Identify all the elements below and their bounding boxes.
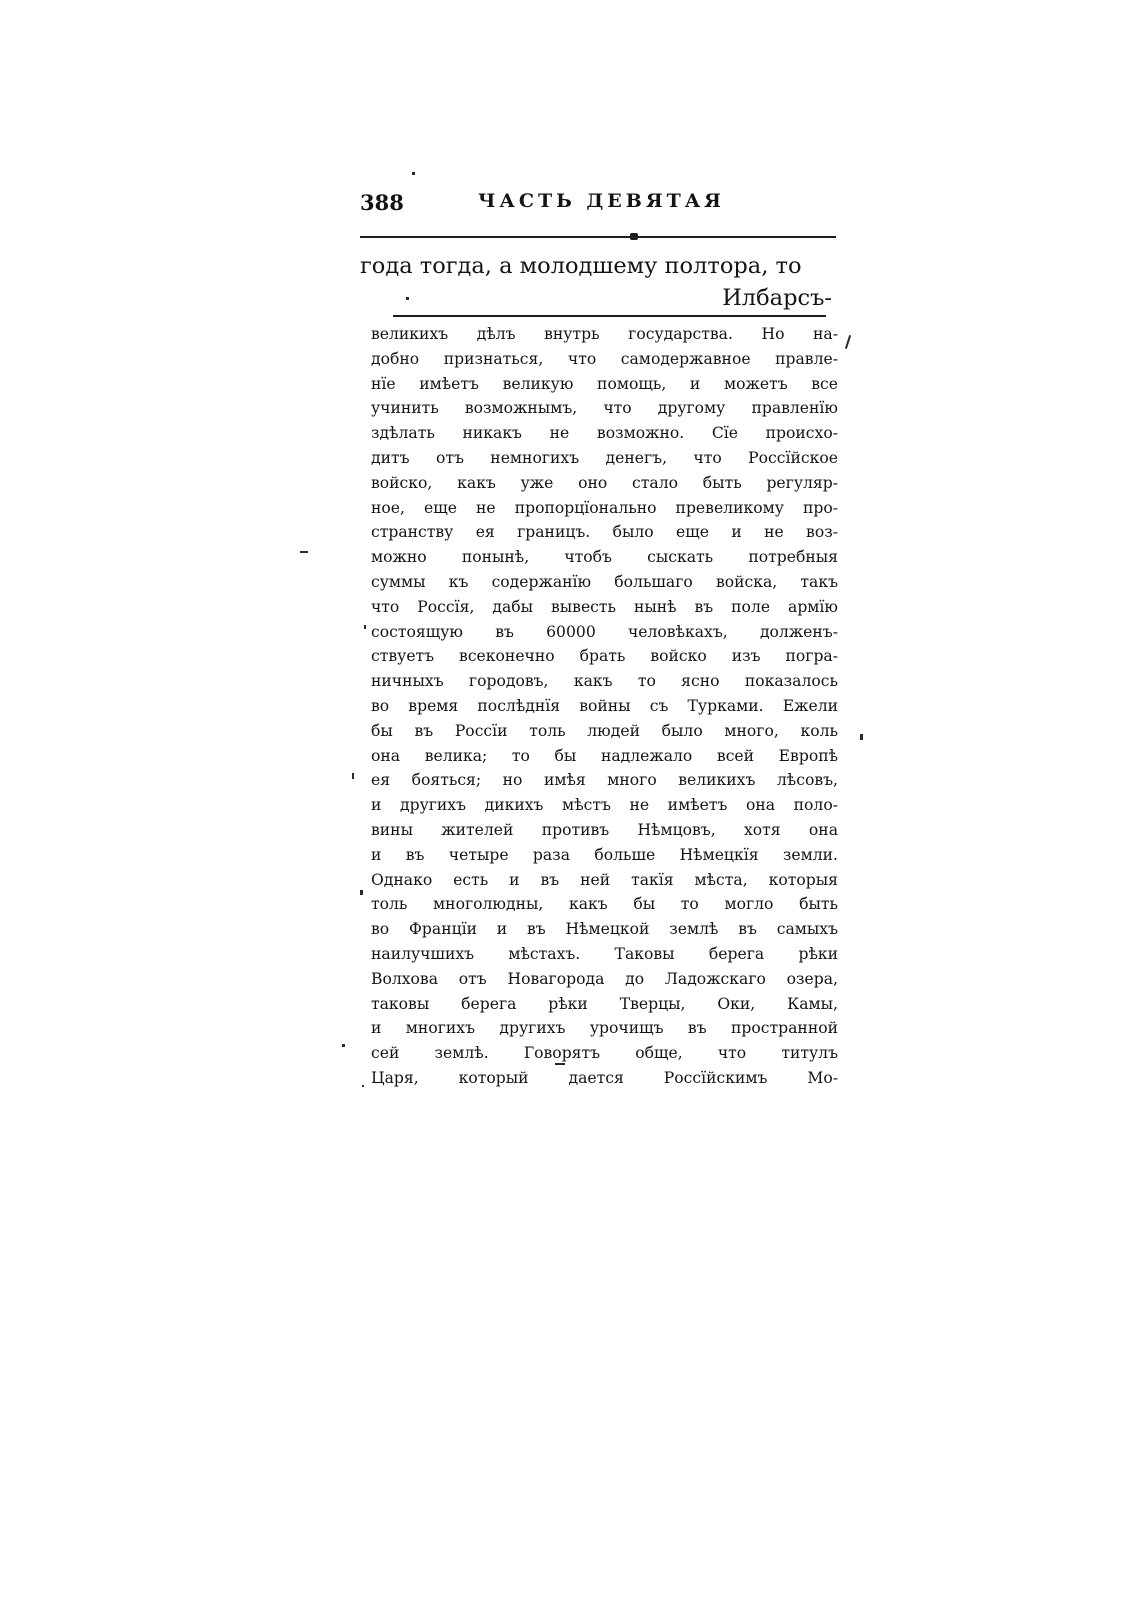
footnote-line: добно признаться, что самодержавное правле- — [371, 349, 838, 368]
scan-speck — [860, 734, 863, 740]
footnote-line: суммы къ содержанїю большаго войска, такъ — [371, 572, 838, 591]
footnote-line: и въ четыре раза больше Нѣмецкїя земли. — [371, 845, 838, 864]
footnote-line: толь многолюдны, какъ бы то могло быть — [371, 895, 838, 914]
footnote-line: учинить возможнымъ, что другому правленїю — [371, 399, 838, 418]
scan-speck — [352, 773, 354, 779]
footnote-line: во время послѣднїя войны съ Турками. Ежели — [371, 696, 838, 715]
page-number: 388 — [360, 190, 404, 215]
running-head — [360, 190, 840, 224]
footnote-line: что Россїя, дабы вывесть нынѣ въ поле армїю — [371, 597, 838, 616]
footnote-line: состоящую въ 60000 человѣкахъ, долженъ- — [371, 622, 838, 641]
scan-speck — [300, 551, 308, 553]
scan-speck — [362, 1085, 364, 1087]
footnote-line: Царя, который дается Россїйскимъ Мо- — [371, 1068, 838, 1087]
footnote-line: вины жителей противъ Нѣмцовъ, хотя она — [371, 820, 838, 839]
footnote-line: Волхова отъ Новагорода до Ладожскаго озера, — [371, 969, 838, 988]
upper-text-line: года тогда, а молодшему полтора, то — [360, 253, 802, 279]
scan-speck — [845, 335, 851, 349]
footnote-line: войско, какъ уже оно стало быть регуляр- — [371, 473, 838, 492]
footnote-line: и многихъ другихъ урочищъ въ пространной — [371, 1019, 838, 1038]
footnote-line: ное, еще не пропорцїонально превеликому про- — [371, 498, 838, 517]
footnote-line: ея бояться; но имѣя много великихъ лѣсовъ, — [371, 771, 838, 790]
footnote-line: таковы берега рѣки Тверцы, Оки, Камы, — [371, 994, 838, 1013]
footnote-line: наилучшихъ мѣстахъ. Таковы берега рѣки — [371, 944, 838, 963]
scan-speck — [364, 625, 366, 629]
footnote-line: она велика; то бы надлежало всей Европѣ — [371, 746, 838, 765]
scan-speck — [555, 1063, 565, 1065]
footnote-line: и другихъ дикихъ мѣстъ не имѣетъ она поло- — [371, 796, 838, 815]
footnote-line: здѣлать никакъ не возможно. Сїе происхо- — [371, 424, 838, 443]
footnote-line: сей землѣ. Говорятъ обще, что титулъ — [371, 1044, 838, 1063]
footnote-rule — [393, 315, 826, 317]
scan-speck — [360, 890, 363, 895]
footnote-line: нїе имѣетъ великую помощь, и можетъ все — [371, 374, 838, 393]
upper-text-line: Илбарсъ- — [722, 285, 832, 311]
footnote-line: во Францїи и въ Нѣмецкой землѣ въ самыхъ — [371, 920, 838, 939]
footnote-line: Однако есть и въ ней такїя мѣста, которыя — [371, 870, 838, 889]
section-title: ЧАСТЬ ДЕВЯТАЯ — [478, 190, 725, 212]
upper-text-block — [360, 250, 838, 314]
footnote-line: дитъ отъ немногихъ денегъ, что Россїйское — [371, 448, 838, 467]
scan-speck — [406, 297, 409, 300]
footnote-line: ствуетъ всеконечно брать войско изъ погра- — [371, 647, 838, 666]
footnote-line: можно понынѣ, чтобъ сыскать потребныя — [371, 548, 838, 567]
footnote-text-block — [371, 322, 838, 1091]
footnote-line: странству ея границъ. было еще и не воз- — [371, 523, 838, 542]
scan-speck — [412, 172, 415, 175]
header-rule — [360, 236, 836, 238]
footnote-line: ничныхъ городовъ, какъ то ясно показалось — [371, 672, 838, 691]
header-rule-ornament — [630, 233, 638, 240]
footnote-line: великихъ дѣлъ внутрь государства. Но на- — [371, 325, 838, 343]
scan-speck — [342, 1044, 345, 1047]
footnote-line: бы въ Россїи толь людей было много, коль — [371, 721, 838, 740]
